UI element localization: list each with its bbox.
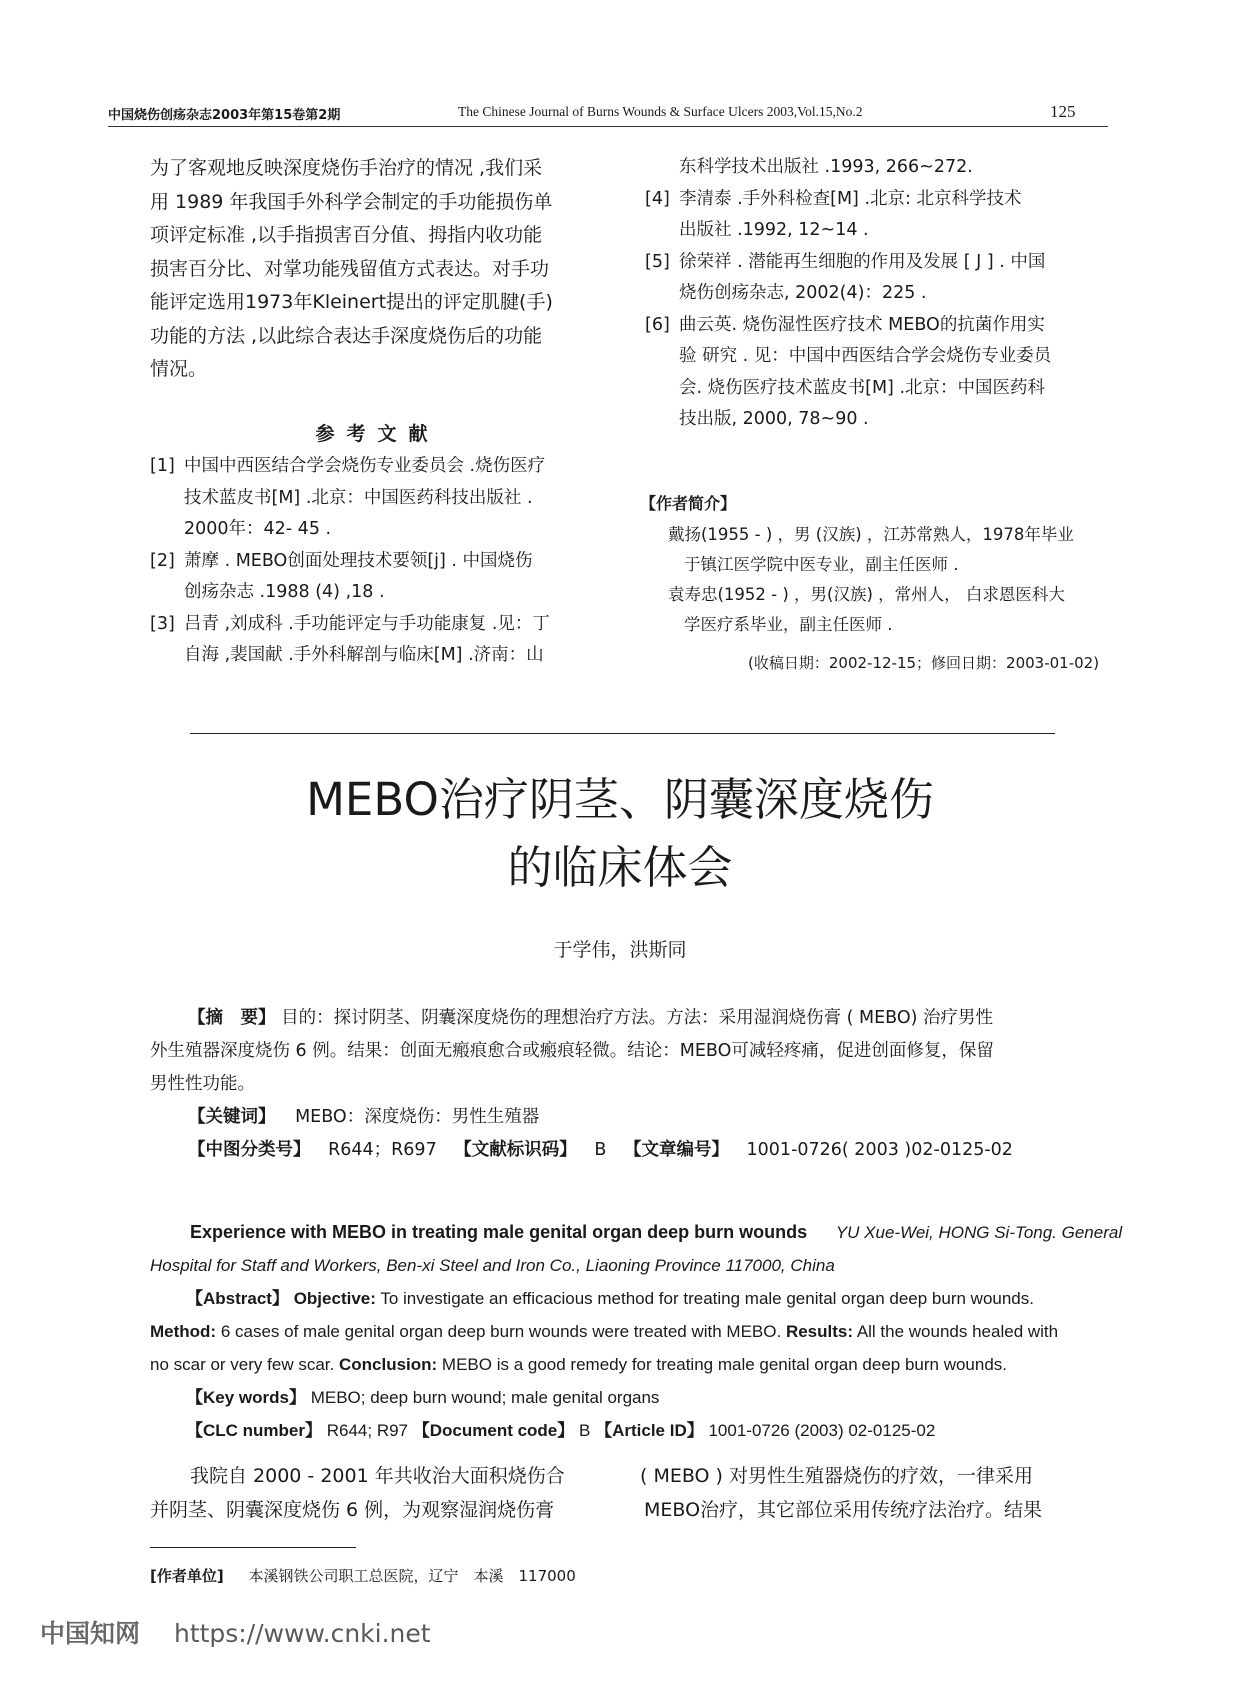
reference-line: 出版社 .1992, 12~14 . [679, 220, 869, 240]
body-line: 我院自 2000 - 2001 年共收治大面积烧伤合 [190, 1465, 565, 1487]
reference-number: [5] [645, 251, 670, 272]
reference-line: 萧摩 . MEBO创面处理技术要领[j] . 中国烧伤 [184, 550, 533, 571]
references-right [645, 152, 1100, 436]
text-line: 为了客观地反映深度烧伤手治疗的情况 ,我们采 [150, 157, 543, 179]
english-authors: YU Xue-Wei, HONG Si-Tong. General [835, 1223, 1123, 1242]
reference-continuation: 东科学技术出版社 .1993, 266~272. [679, 157, 973, 177]
text-line: 能评定选用1973年Kleinert提出的评定肌腱(手) [150, 291, 553, 313]
reference-line: 曲云英. 烧伤湿性医疗技术 MEBO的抗菌作用实 [679, 314, 1045, 335]
reference-line: 中国中西医结合学会烧伤专业委员会 .烧伤医疗 [184, 456, 546, 476]
reference-line: 烧伤创疡杂志, 2002(4)：225 . [679, 283, 927, 303]
footnote-text: 本溪钢铁公司职工总医院，辽宁 本溪 117000 [248, 1567, 576, 1585]
reference-number: [6] [645, 314, 670, 335]
bio-line: 袁寿忠(1952 - ) ，男(汉族) ，常州人， 白求恩医科大 [668, 585, 1065, 604]
journal-header-en: The Chinese Journal of Burns Wounds & Surface Ulcers 2003,Vol.15,No.2 [458, 104, 863, 119]
reference-line: 会. 烧伤医疗技术蓝皮书[M] .北京：中国医药科 [679, 377, 1046, 398]
reference-number: [2] [150, 550, 175, 571]
body-right-column [640, 1460, 1100, 1527]
article-authors: 于学伟，洪斯同 [553, 939, 687, 961]
reference-line: 李清泰 .手外科检查[M] .北京: 北京科学技术 [679, 188, 1022, 209]
reference-item [150, 546, 605, 609]
article-title-line1: MEBO治疗阴茎、阴囊深度烧伤 [306, 773, 934, 826]
results-text-cont: no scar or very few scar. [150, 1355, 335, 1374]
doc-code-label: 【文献标识码】 [454, 1140, 577, 1160]
reference-item [150, 609, 605, 672]
keywords-label: 【关键词】 [188, 1107, 276, 1127]
reference-line: 自海 ,裴国献 .手外科解剖与临床[M] .济南：山 [184, 645, 544, 665]
reference-line: 2000年：42- 45 . [184, 519, 332, 539]
body-line: MEBO治疗，其它部位采用传统疗法治疗。结果 [644, 1498, 1043, 1521]
doc-code-en: B [579, 1421, 591, 1440]
article-id-en: 1001-0726 (2003) 02-0125-02 [708, 1421, 936, 1440]
author-bio-title: 【作者简介】 [640, 494, 737, 513]
header-rule [108, 126, 1108, 127]
text-line: 损害百分比、对掌功能残留值方式表达。对手功 [150, 257, 550, 280]
page-number: 125 [1050, 102, 1076, 121]
references-left [150, 451, 605, 672]
section-divider [190, 733, 1055, 734]
article-id-en-label: 【Article ID】 [595, 1421, 704, 1440]
reference-number: [1] [150, 456, 175, 476]
body-left-column [150, 1460, 605, 1527]
reference-number: [4] [645, 188, 670, 209]
abstract-label: 【摘 要】 [188, 1008, 276, 1028]
reference-line: 技术蓝皮书[M] .北京：中国医药科技出版社 . [184, 487, 533, 508]
doc-code: B [594, 1140, 607, 1160]
reference-line: 验 研究 . 见：中国中西医结合学会烧伤专业委员 [679, 346, 1052, 366]
reference-line: 吕青 ,刘成科 .手功能评定与手功能康复 .见：丁 [184, 613, 550, 634]
reference-line: 徐荣祥 . 潜能再生细胞的作用及发展 [ J ] . 中国 [679, 251, 1046, 272]
abstract-line: 目的：探讨阴茎、阴囊深度烧伤的理想治疗方法。方法：采用湿润烧伤膏 ( MEBO) 治疗男性 [281, 1008, 994, 1028]
abstract-en-label: 【Abstract】 [186, 1289, 289, 1308]
author-affiliation-footnote [150, 1565, 576, 1586]
article-title-line2: 的临床体会 [507, 841, 733, 894]
footnote-rule [150, 1547, 356, 1548]
cnki-url[interactable]: https://www.cnki.net [173, 1619, 431, 1648]
results-label: Results: [785, 1322, 854, 1341]
text-line: 功能的方法 ,以此综合表达手深度烧伤后的功能 [150, 324, 543, 347]
bio-line: 戴扬(1955 - ) ，男 (汉族) ，江苏常熟人，1978年毕业 [668, 525, 1074, 544]
body-line: ( MEBO ) 对男性生殖器烧伤的疗效，一律采用 [640, 1465, 1033, 1487]
clc-en-label: 【CLC number】 [186, 1421, 322, 1440]
objective-label: Objective: [293, 1289, 376, 1308]
reference-line: 技出版, 2000, 78~90 . [679, 409, 869, 429]
method-label: Method: [150, 1322, 217, 1341]
reference-item [645, 247, 1100, 310]
abstract-line: 外生殖器深度烧伤 6 例。结果：创面无瘢痕愈合或瘢痕轻微。结论：MEBO可减轻疼痛，促进创面修复，保留 [150, 1041, 994, 1061]
article-id: 1001-0726( 2003 )02-0125-02 [746, 1140, 1013, 1160]
english-affiliation: Hospital for Staff and Workers, Ben-xi Steel and Iron Co., Liaoning Province 117000, China [150, 1256, 835, 1275]
conclusion-label: Conclusion: [338, 1355, 438, 1374]
method-text: 6 cases of male genital organ deep burn wounds were treated with MEBO. [220, 1322, 782, 1341]
reference-item [645, 310, 1100, 436]
abstract-en [150, 1216, 1123, 1447]
cnki-watermark [40, 1614, 431, 1650]
text-line: 项评定标准 ,以手指损害百分值、拇指内收功能 [150, 224, 543, 246]
objective-text: To investigate an efficacious method for treating male genital organ deep burn wounds. [380, 1289, 1034, 1308]
bio-line: 于镇江医学院中医专业，副主任医师 . [684, 555, 959, 574]
footnote-label: [作者单位] [150, 1567, 224, 1585]
keywords-en-label: 【Key words】 [186, 1388, 306, 1407]
body-line: 并阴茎、阴囊深度烧伤 6 例，为观察湿润烧伤膏 [150, 1498, 555, 1521]
article-id-label: 【文章编号】 [623, 1140, 729, 1160]
abstract-line: 男性性功能。 [150, 1074, 255, 1094]
clc-number: R644；R697 [328, 1140, 437, 1160]
journal-header-cn: 中国烧伤创疡杂志2003年第15卷第2期 [108, 108, 341, 123]
reference-item [645, 184, 1100, 247]
results-text: All the wounds healed with [856, 1322, 1059, 1341]
english-title: Experience with MEBO in treating male genital organ deep burn wounds [190, 1222, 808, 1242]
clc-en: R644; R97 [326, 1421, 409, 1440]
cnki-logo: 中国知网 [40, 1619, 141, 1648]
keywords: MEBO：深度烧伤：男性生殖器 [295, 1107, 540, 1127]
left-column-text [150, 152, 605, 387]
reference-number: [3] [150, 613, 175, 634]
reference-item [150, 451, 605, 546]
text-line: 情况。 [150, 358, 208, 380]
abstract-cn [150, 1002, 1100, 1167]
conclusion-text: MEBO is a good remedy for treating male genital organ deep burn wounds. [441, 1355, 1008, 1374]
references-heading: 参考文献 [315, 423, 440, 445]
keywords-en: MEBO; deep burn wound; male genital organs [310, 1388, 660, 1407]
received-dates: (收稿日期：2002-12-15；修回日期：2003-01-02) [748, 654, 1100, 672]
text-line: 用 1989 年我国手外科学会制定的手功能损伤单 [150, 190, 553, 213]
clc-label: 【中图分类号】 [188, 1140, 311, 1160]
bio-line: 学医疗系毕业，副主任医师 . [684, 615, 893, 634]
reference-line: 创疡杂志 .1988 (4) ,18 . [184, 582, 385, 602]
author-bio [668, 520, 1108, 640]
doc-code-en-label: 【Document code】 [412, 1421, 575, 1440]
